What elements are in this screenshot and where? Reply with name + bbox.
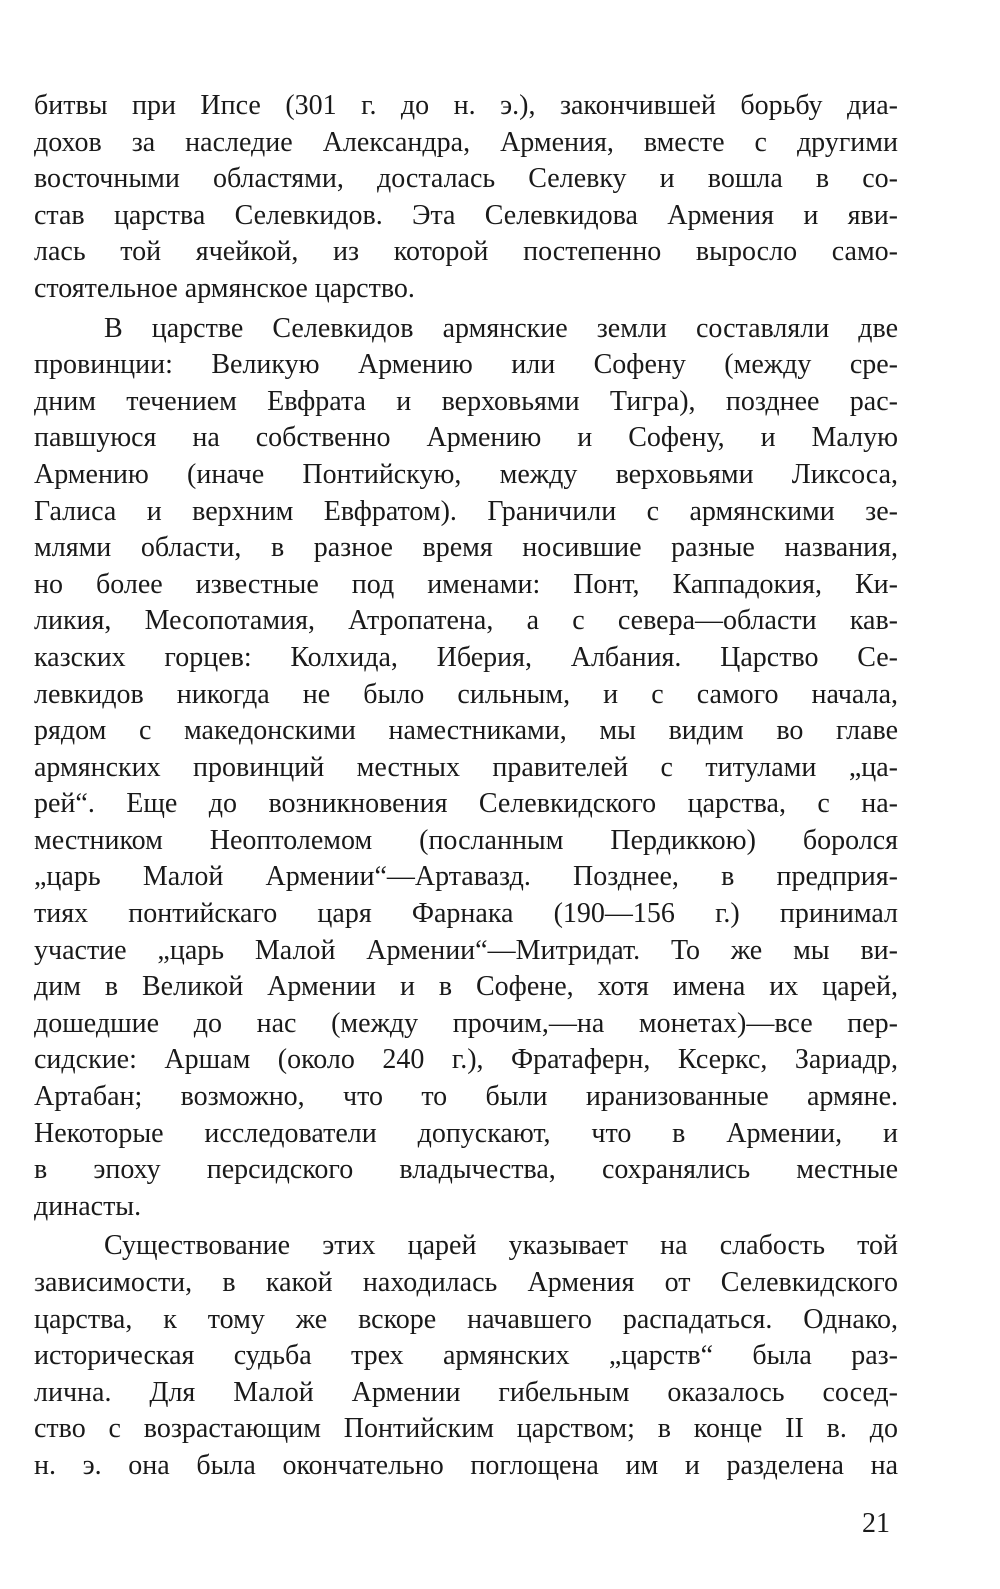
text-line: лась той ячейкой, из которой постепенно выросло само- bbox=[34, 236, 898, 268]
text-line: Армению (иначе Понтийскую, между верховьями Ликсоса, bbox=[34, 458, 898, 490]
text-line: провинции: Великую Армению или Софену (между сре- bbox=[34, 349, 898, 381]
text-line: тиях понтийскаго царя Фарнака (190—156 г.) принимал bbox=[34, 898, 898, 930]
page-number: 21 bbox=[862, 1508, 890, 1539]
text-line: Галиса и верхним Евфратом). Граничили с армянскими зе- bbox=[34, 495, 898, 527]
text-line: участие „царь Малой Армении“—Митридат. То же мы ви- bbox=[34, 934, 898, 966]
text-line: но более известные под именами: Понт, Каппадокия, Ки- bbox=[34, 568, 898, 600]
text-line: павшуюся на собственно Армению и Софену, и Малую bbox=[34, 422, 898, 454]
text-line: рей“. Еще до возникновения Селевкидского царства, с на- bbox=[34, 788, 898, 820]
text-line: Существование этих царей указывает на слабость той bbox=[104, 1230, 898, 1262]
text-line: Некоторые исследователи допускают, что в Армении, и bbox=[34, 1117, 898, 1149]
text-line: дошедшие до нас (между прочим,—на монетах)—все пер- bbox=[34, 1007, 898, 1039]
text-line: н. э. она была окончательно поглощена им и разделена на bbox=[34, 1449, 898, 1481]
paragraph-3 bbox=[34, 1228, 898, 1484]
text-line: Артабан; возможно, что то были иранизованные армяне. bbox=[34, 1081, 898, 1113]
text-line: династы. bbox=[34, 1190, 142, 1222]
text-line: дним течением Евфрата и верховьями Тигра), позднее рас- bbox=[34, 385, 898, 417]
text-line: историческая судьба трех армянских „царств“ была раз- bbox=[34, 1340, 898, 1372]
text-line: местником Неоптолемом (посланным Пердиккою) боролся bbox=[34, 824, 898, 856]
text-line: ликия, Месопотамия, Атропатена, а с севера—области кав- bbox=[34, 605, 898, 637]
text-line: битвы при Ипсе (301 г. до н. э.), закончившей борьбу диа- bbox=[34, 90, 898, 121]
text-line: зависимости, в какой находилась Армения от Селевкидского bbox=[34, 1267, 898, 1298]
text-line: „царь Малой Армении“—Артавазд. Позднее, в предприя- bbox=[34, 861, 898, 893]
text-line: сидские: Аршам (около 240 г.), Фратаферн, Ксеркс, Зариадр, bbox=[34, 1044, 898, 1076]
text-line: лична. Для Малой Армении гибельным оказалось сосед- bbox=[34, 1376, 898, 1408]
text-line: в эпоху персидского владычества, сохранялись местные bbox=[34, 1154, 898, 1186]
page-body bbox=[34, 88, 898, 1485]
text-line: рядом с македонскими наместниками, мы видим во главе bbox=[34, 715, 898, 747]
text-line: В царстве Селевкидов армянские земли составляли две bbox=[104, 312, 898, 344]
text-line: левкидов никогда не было сильным, и с самого начала, bbox=[34, 678, 898, 710]
text-line: ство с возрастающим Понтийским царством; в конце II в. до bbox=[34, 1413, 898, 1445]
paragraph-2 bbox=[34, 311, 898, 1226]
text-line: млями области, в разное время носившие разные названия, bbox=[34, 532, 898, 564]
text-line: казских горцев: Колхида, Иберия, Албания. Царство Се- bbox=[34, 641, 898, 673]
text-line: армянских провинций местных правителей с титулами „ца- bbox=[34, 751, 898, 783]
text-line: стоятельное армянское царство. bbox=[34, 272, 415, 304]
text-line: восточными областями, досталась Селевку и вошла в со- bbox=[34, 163, 898, 195]
paragraph-1 bbox=[34, 88, 898, 308]
text-line: дохов за наследие Александра, Армения, вместе с другими bbox=[34, 126, 898, 158]
text-line: дим в Великой Армении и в Софене, хотя имена их царей, bbox=[34, 971, 898, 1003]
text-line: став царства Селевкидов. Эта Селевкидова Армения и яви- bbox=[34, 199, 898, 231]
text-line: царства, к тому же вскоре начавшего распадаться. Однако, bbox=[34, 1303, 898, 1335]
